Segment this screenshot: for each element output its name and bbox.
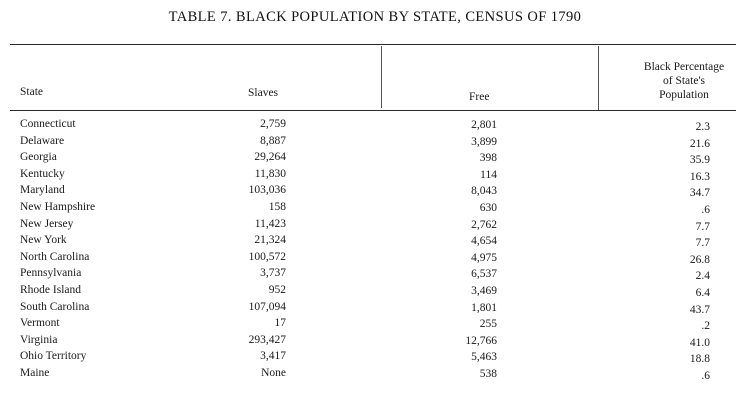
percentage-cell: 7.7 [695, 220, 710, 233]
column-divider-right [598, 46, 599, 110]
table-title: TABLE 7. BLACK POPULATION BY STATE, CENSUS OF 1790 [168, 9, 582, 25]
slaves-cell: 11,423 [254, 217, 286, 230]
percentage-cell: 26.8 [689, 253, 710, 266]
table-row [0, 152, 750, 169]
state-cell: Virginia [20, 333, 58, 346]
slaves-cell: None [261, 366, 286, 379]
state-cell: New Jersey [20, 217, 74, 230]
header-black-percentage [610, 60, 750, 102]
percentage-cell: 41.0 [689, 336, 710, 349]
table-row [0, 285, 750, 302]
free-cell: 398 [479, 152, 497, 165]
state-cell: Ohio Territory [20, 350, 87, 363]
table-row [0, 268, 750, 285]
state-cell: Vermont [20, 317, 60, 330]
table-row [0, 202, 750, 219]
table-row [0, 219, 750, 236]
slaves-cell: 100,572 [248, 250, 286, 263]
table-row [0, 335, 750, 352]
state-cell: North Carolina [20, 250, 90, 263]
table-row [0, 351, 750, 368]
slaves-cell: 103,036 [248, 184, 286, 197]
state-cell: Maryland [20, 184, 65, 197]
free-cell: 3,899 [471, 135, 497, 148]
free-cell: 5,463 [471, 351, 497, 364]
table-row [0, 235, 750, 252]
state-cell: South Carolina [20, 300, 90, 313]
free-cell: 3,469 [471, 284, 497, 297]
percentage-cell: 43.7 [689, 303, 710, 316]
free-cell: 538 [479, 367, 497, 380]
table-body [0, 119, 750, 385]
column-divider-left [381, 46, 382, 108]
slaves-cell: 952 [268, 283, 286, 296]
free-cell: 12,766 [465, 334, 497, 347]
free-cell: 8,043 [471, 185, 497, 198]
header-pct-line-1: Black Percentage [643, 61, 725, 73]
state-cell: Georgia [20, 151, 57, 164]
table-row [0, 368, 750, 385]
percentage-cell: 35.9 [689, 154, 710, 167]
state-cell: Pennsylvania [20, 267, 82, 280]
table-row [0, 185, 750, 202]
table-row [0, 119, 750, 136]
state-cell: New York [20, 234, 67, 247]
slaves-cell: 293,427 [248, 333, 286, 346]
percentage-cell: .2 [701, 320, 710, 333]
slaves-cell: 29,264 [254, 151, 286, 164]
table-row [0, 318, 750, 335]
percentage-cell: 7.7 [695, 237, 710, 250]
percentage-cell: 18.8 [689, 353, 710, 366]
slaves-cell: 8,887 [260, 134, 286, 147]
percentage-cell: .6 [701, 203, 710, 216]
free-cell: 630 [479, 201, 497, 214]
slaves-cell: 21,324 [254, 234, 286, 247]
slaves-cell: 107,094 [248, 300, 286, 313]
free-cell: 1,801 [471, 301, 497, 314]
state-cell: Rhode Island [20, 283, 82, 296]
table-row [0, 252, 750, 269]
percentage-cell: .6 [701, 369, 710, 382]
state-cell: Kentucky [20, 167, 65, 180]
table-row [0, 136, 750, 153]
state-cell: New Hampshire [20, 200, 96, 213]
top-rule [10, 44, 736, 45]
state-cell: Connecticut [20, 118, 76, 130]
percentage-cell: 21.6 [689, 137, 710, 150]
free-cell: 2,762 [471, 218, 497, 231]
slaves-cell: 17 [274, 317, 286, 330]
slaves-cell: 158 [268, 200, 286, 213]
free-cell: 114 [480, 168, 497, 181]
state-cell: Delaware [20, 134, 65, 147]
percentage-cell: 6.4 [695, 286, 710, 299]
header-pct-line-3: Population [659, 89, 709, 101]
state-cell: Maine [20, 366, 50, 379]
slaves-cell: 3,737 [260, 267, 286, 280]
header-state: State [20, 86, 43, 98]
header-free: Free [469, 91, 490, 103]
free-cell: 255 [479, 318, 497, 331]
slaves-cell: 2,759 [260, 118, 286, 130]
free-cell: 6,537 [471, 268, 497, 281]
percentage-cell: 2.3 [695, 121, 710, 133]
free-cell: 4,654 [471, 235, 497, 248]
percentage-cell: 34.7 [689, 187, 710, 200]
table-row [0, 169, 750, 186]
percentage-cell: 2.4 [695, 270, 710, 283]
header-rule [10, 110, 736, 111]
free-cell: 2,801 [471, 119, 497, 131]
percentage-cell: 16.3 [689, 170, 710, 183]
slaves-cell: 3,417 [260, 350, 286, 363]
table-row [0, 302, 750, 319]
free-cell: 4,975 [471, 251, 497, 264]
header-pct-line-2: of State's [663, 75, 705, 87]
slaves-cell: 11,830 [254, 167, 286, 180]
header-slaves: Slaves [248, 87, 279, 99]
